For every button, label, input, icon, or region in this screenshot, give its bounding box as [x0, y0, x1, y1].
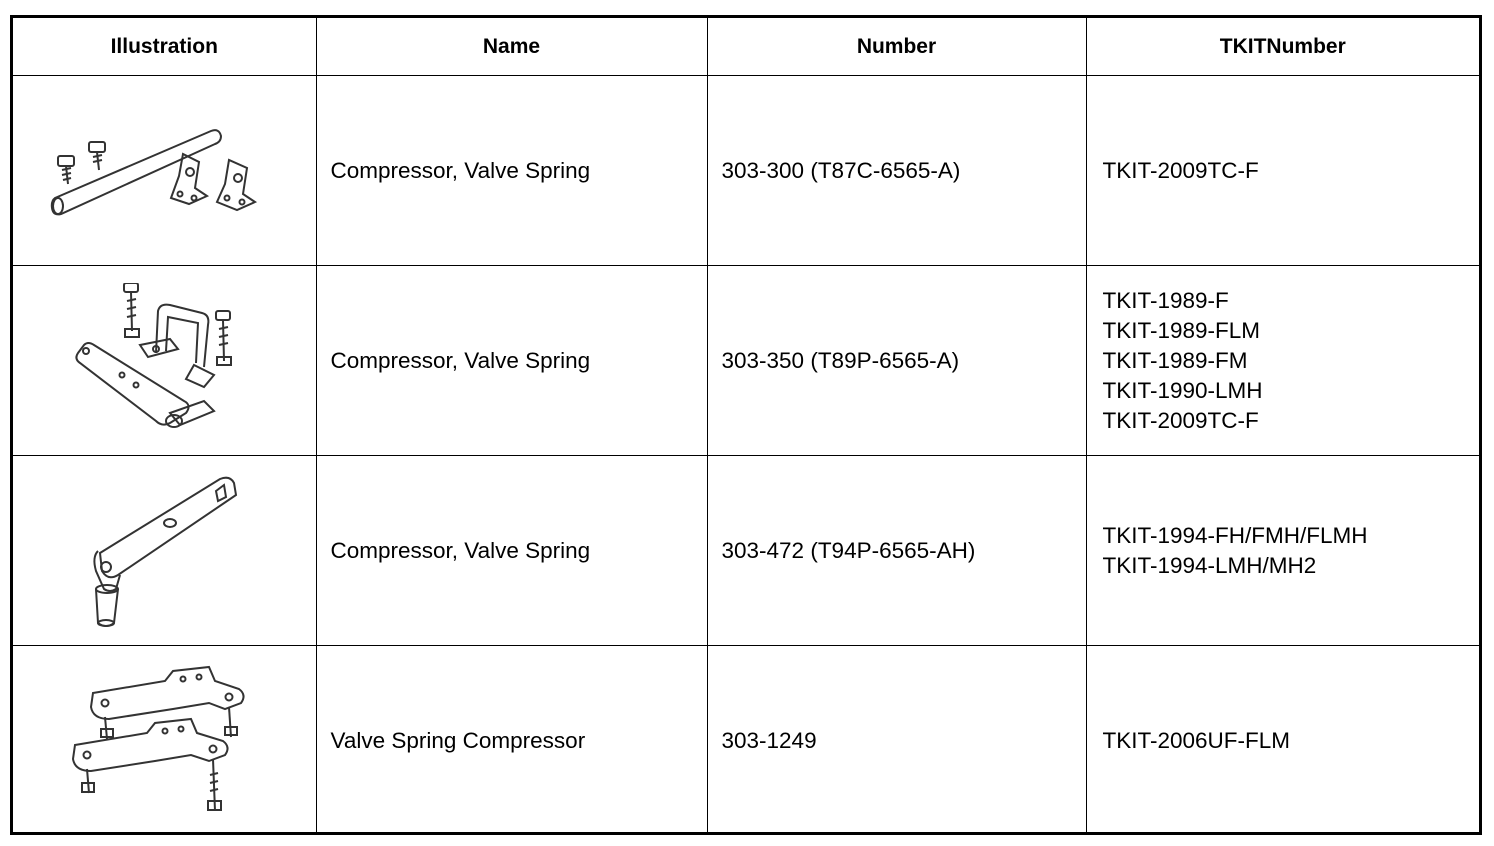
- name-cell: Compressor, Valve Spring: [316, 456, 707, 646]
- valve-spring-compressor-bar-brackets-icon: [49, 116, 279, 226]
- illustration-cell: [13, 76, 316, 266]
- tkit-number: TKIT-2009TC-F: [1102, 157, 1259, 183]
- valve-spring-compressor-plates-icon: [69, 663, 259, 818]
- tkit-cell: [1086, 646, 1479, 836]
- name-cell: Valve Spring Compressor: [316, 646, 707, 836]
- valve-spring-compressor-lever-icon: [84, 471, 244, 631]
- tkit-number: TKIT-2009TC-F: [1102, 407, 1259, 433]
- name-cell: Compressor, Valve Spring: [316, 76, 707, 266]
- tkit-cell: [1086, 76, 1479, 266]
- illustration-cell: [13, 646, 316, 836]
- header-illustration: Illustration: [13, 18, 316, 76]
- table-header-row: [13, 18, 1479, 76]
- tkit-number: TKIT-1994-LMH/MH2: [1102, 552, 1317, 578]
- header-number: Number: [707, 18, 1086, 76]
- illustration-cell: [13, 456, 316, 646]
- header-tkit-number: TKITNumber: [1086, 18, 1479, 76]
- tkit-number: TKIT-1994-FH/FMH/FLMH: [1102, 522, 1368, 548]
- name-cell: Compressor, Valve Spring: [316, 266, 707, 456]
- tool-table: [13, 18, 1479, 835]
- illustration-cell: [13, 266, 316, 456]
- table-row: [13, 76, 1479, 266]
- tkit-number: TKIT-1989-F: [1102, 287, 1229, 313]
- table-row: [13, 266, 1479, 456]
- number-cell: 303-1249: [707, 646, 1086, 836]
- number-cell: 303-300 (T87C-6565-A): [707, 76, 1086, 266]
- number-cell: 303-350 (T89P-6565-A): [707, 266, 1086, 456]
- table-row: [13, 456, 1479, 646]
- tkit-cell: [1086, 266, 1479, 456]
- header-name: Name: [316, 18, 707, 76]
- tkit-number: TKIT-2006UF-FLM: [1102, 727, 1291, 753]
- tkit-number: TKIT-1990-LMH: [1102, 377, 1263, 403]
- tkit-number: TKIT-1989-FM: [1102, 347, 1248, 373]
- table-row: [13, 646, 1479, 836]
- tkit-number: TKIT-1989-FLM: [1102, 317, 1261, 343]
- number-cell: 303-472 (T94P-6565-AH): [707, 456, 1086, 646]
- tkit-cell: [1086, 456, 1479, 646]
- tool-table-frame: [10, 15, 1482, 835]
- valve-spring-compressor-lever-frame-icon: [74, 283, 254, 438]
